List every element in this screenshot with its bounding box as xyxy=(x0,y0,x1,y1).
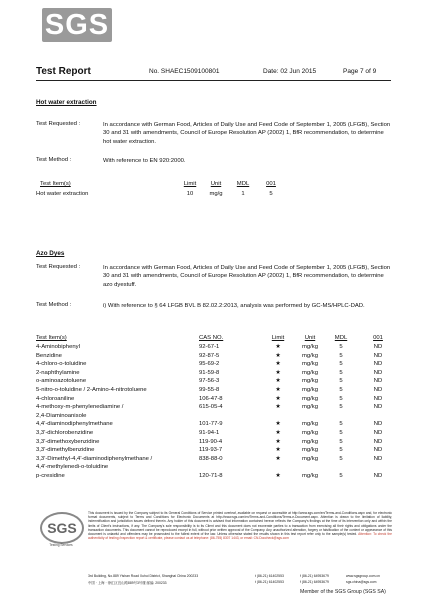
table-row: Hot water extraction xyxy=(36,191,89,197)
hw-col-limit: Limit xyxy=(183,181,197,187)
azo-method-label: Test Method : xyxy=(36,302,72,308)
table-cell-cas: 120-71-8 xyxy=(199,473,223,479)
table-cell: 1 xyxy=(241,191,245,197)
table-cell-result: ND xyxy=(373,455,383,462)
azo-col-mdl: MDL xyxy=(334,335,348,341)
table-cell-limit: ★ xyxy=(275,447,281,454)
table-cell-unit: mg/kg xyxy=(301,473,319,479)
table-cell-item: 3,3'-Dimethyl-4,4'-diaminodiphenylmethane / xyxy=(36,455,153,462)
table-cell-cas: 95-69-2 xyxy=(199,361,220,368)
table-cell-mdl: 5 xyxy=(339,404,343,411)
table-cell-result: ND xyxy=(373,352,383,359)
table-cell-mdl: 5 xyxy=(339,387,343,393)
table-cell-cas: 106-47-8 xyxy=(199,395,223,402)
table-cell-result: ND xyxy=(373,361,383,368)
hw-col-unit: Unit xyxy=(210,181,222,187)
hw-requested-label: Test Requested : xyxy=(36,121,81,127)
table-cell-limit: ★ xyxy=(275,455,281,462)
table-cell-result: ND xyxy=(373,421,383,428)
table-cell-item: p-cresidine xyxy=(36,473,65,479)
table-cell-mdl: 5 xyxy=(339,378,343,385)
azo-requested-label: Test Requested : xyxy=(36,264,81,270)
table-cell-cas: 101-77-9 xyxy=(199,421,223,428)
page-number: Page 7 of 9 xyxy=(343,68,377,75)
table-cell-item: Benzidine xyxy=(36,352,62,359)
table-cell-limit: ★ xyxy=(275,395,281,402)
table-cell-item: 4-Aminobiphenyl xyxy=(36,344,80,350)
table-cell-unit: mg/kg xyxy=(301,369,319,376)
table-cell-result: ND xyxy=(373,430,383,436)
hw-col-item: Test Item(s) xyxy=(40,181,71,187)
table-cell-cas: 838-88-0 xyxy=(199,455,223,462)
azo-col-limit: Limit xyxy=(271,335,285,341)
authenticity-notice: Attention: To check the authenticity of testing /inspection report & certificate, please contact us at telephone: (86-755) 8307 1443, or email: CN.Doccheck@sgs.com xyxy=(88,532,392,541)
table-cell-item: 2-naphthylamine xyxy=(36,369,80,376)
table-cell-result: ND xyxy=(373,404,383,411)
seal-subtitle: Testing Services xyxy=(49,543,73,547)
fax-cn: f (86-21) 64953679 xyxy=(300,580,329,584)
table-cell-mdl: 5 xyxy=(339,395,343,402)
table-cell-unit: mg/kg xyxy=(301,344,319,350)
fax-en: f (86-21) 64953679 xyxy=(300,574,329,578)
disclaimer-text: This document is issued by the Company subject to its General Conditions of Service printed overleaf, available on request or accessible at http://www.sgs.com/en/Terms-and-Conditions.aspx and, for electronic format documents, subject to Terms and Conditions for Electronic Documents at http://www.sgs.com/en/Terms-and-Conditions/Terms-e-Document.aspx. Attention is drawn to the limitation of liability, indemnification and jurisdiction issues defined therein. Any holder of this document is advised that information contained hereon reflects the Company's findings at the time of its intervention only and within the limits of Client's instructions, if any. The Company's sole responsibility is to its Client and this document does not exonerate parties to a transaction from exercising all their rights and obligations under the transaction documents. This document cannot be reproduced except in full, without prior written approval of the Company. Any unauthorized alteration, forgery or falsification of the content or appearance of this document is unlawful and offenders may be prosecuted to the fullest extent of the law. Unless otherwise stated the results shown in this test report refer only to the sample(s) tested. xyxy=(88,511,392,537)
table-cell: mg/g xyxy=(209,191,223,197)
table-cell-limit: ★ xyxy=(275,421,281,428)
hw-col-001: 001 xyxy=(266,181,276,187)
report-date: Date: 02 Jun 2015 xyxy=(263,68,317,75)
table-cell-unit: mg/kg xyxy=(301,421,319,428)
table-cell-mdl: 5 xyxy=(339,455,343,462)
table-cell-item-cont: 2,4-Diaminoanisole xyxy=(36,412,87,419)
tel-en: t (86-21) 61402553 xyxy=(255,574,284,578)
azo-col-item: Test Item(s) xyxy=(36,335,67,341)
table-cell-item-cont: 4,4'-methylenedi-o-toluidine xyxy=(36,464,109,471)
hw-col-mdl: MDL xyxy=(236,181,250,187)
page-title: Test Report xyxy=(36,66,91,77)
report-number: No. SHAEC1509100801 xyxy=(149,68,220,75)
table-cell-item: o-aminoazotoluene xyxy=(36,378,87,385)
header-rule xyxy=(36,80,391,81)
hw-requested-text: In accordance with German Food, Articles of Daily Use and Feed Code of September 1, 2005 (LFGB), Section 30 and 31 with amendments, Council of Europe Resolution AP (2002) 1, BfR recommendation, to determine hot water extraction. xyxy=(103,122,391,145)
website-link[interactable]: www.sgsgroup.com.cn xyxy=(346,574,380,578)
azo-col-cas: CAS NO. xyxy=(199,335,224,341)
hw-method-label: Test Method : xyxy=(36,157,72,163)
table-cell-limit: ★ xyxy=(275,352,281,359)
table-cell-limit: ★ xyxy=(275,438,281,445)
table-cell-result: ND xyxy=(373,473,383,479)
azo-heading: Azo Dyes xyxy=(36,250,65,257)
table-cell-limit: ★ xyxy=(275,430,281,436)
table-cell-cas: 119-90-4 xyxy=(199,438,223,445)
table-cell-limit: ★ xyxy=(275,361,281,368)
table-cell-item: 5-nitro-o-toluidine / 2-Amino-4-nitrotoluene xyxy=(36,387,147,393)
table-cell-result: ND xyxy=(373,378,383,385)
table-cell-unit: mg/kg xyxy=(301,361,319,368)
table-cell-cas: 119-93-7 xyxy=(199,447,223,454)
email-link[interactable]: sgs.china@sgs.com xyxy=(346,580,377,584)
azo-col-unit: Unit xyxy=(304,335,316,341)
table-cell-cas: 97-56-3 xyxy=(199,378,220,385)
table-cell-limit: ★ xyxy=(275,344,281,350)
table-cell-unit: mg/kg xyxy=(301,387,319,393)
table-cell: 5 xyxy=(269,191,273,197)
table-cell-mdl: 5 xyxy=(339,473,343,479)
table-cell-mdl: 5 xyxy=(339,352,343,359)
table-cell-result: ND xyxy=(373,369,383,376)
table-cell-cas: 92-87-5 xyxy=(199,352,220,359)
table-cell-cas: 91-94-1 xyxy=(199,430,220,436)
table-cell-result: ND xyxy=(373,344,383,350)
table-cell-item: 3,3'-dimethoxybenzidine xyxy=(36,438,100,445)
address-en: 3rd Building, No.889 Yishan Road Xuhui District, Shanghai China 200233 xyxy=(88,574,199,578)
table-cell-item: 4-chloroaniline xyxy=(36,395,75,402)
table-cell-limit: ★ xyxy=(275,378,281,385)
tel-cn: t (86-21) 61402553 xyxy=(255,580,284,584)
table-cell-cas: 92-67-1 xyxy=(199,344,220,350)
table-cell-item: 4-chloro-o-toluidine xyxy=(36,361,87,368)
sgs-seal xyxy=(36,512,86,554)
table-cell-unit: mg/kg xyxy=(301,455,319,462)
table-cell-result: ND xyxy=(373,395,383,402)
table-cell-mdl: 5 xyxy=(339,344,343,350)
table-cell-cas: 99-55-8 xyxy=(199,387,220,393)
table-cell-limit: ★ xyxy=(275,369,281,376)
table-cell-cas: 91-59-8 xyxy=(199,369,220,376)
hw-method-text: With reference to EN 920:2000. xyxy=(103,158,186,164)
table-cell-item: 4,4'-diaminodiphenylmethane xyxy=(36,421,113,428)
table-cell-unit: mg/kg xyxy=(301,430,319,436)
table-cell-unit: mg/kg xyxy=(301,395,319,402)
table-cell-unit: mg/kg xyxy=(301,438,319,445)
table-cell-mdl: 5 xyxy=(339,430,343,436)
azo-method-text: i) With reference to § 64 LFGB BVL B 82.02.2:2013, analysis was performed by GC-MS/HPLC-DAD. xyxy=(103,303,365,309)
legal-disclaimer xyxy=(88,511,392,540)
table-cell-mdl: 5 xyxy=(339,447,343,454)
table-cell-mdl: 5 xyxy=(339,361,343,368)
table-cell-unit: mg/kg xyxy=(301,447,319,454)
table-cell-result: ND xyxy=(373,387,383,393)
member-line: Member of the SGS Group (SGS SA) xyxy=(300,589,386,595)
table-cell-item: 4-methoxy-m-phenylenediamine / xyxy=(36,404,124,411)
table-cell-mdl: 5 xyxy=(339,369,343,376)
table-cell-cas: 615-05-4 xyxy=(199,404,223,411)
table-cell-unit: mg/kg xyxy=(301,404,319,411)
sgs-logo: SGS xyxy=(42,8,112,42)
azo-requested-text: In accordance with German Food, Articles of Daily Use and Feed Code of September 1, 2005 (LFGB), Section 30 and 31 with amendments, Council of Europe Resolution AP (2002) 1, BfR recommendation, to determine azo dyestuff. xyxy=(103,265,391,288)
address-cn: 中国 · 上海 · 徐汇区宜山路889号3号楼 邮编: 200233 xyxy=(88,581,167,585)
table-cell: 10 xyxy=(186,191,194,197)
table-cell-mdl: 5 xyxy=(339,438,343,445)
table-cell-result: ND xyxy=(373,438,383,445)
table-cell-limit: ★ xyxy=(275,473,281,479)
table-cell-result: ND xyxy=(373,447,383,454)
table-cell-limit: ★ xyxy=(275,404,281,411)
table-cell-mdl: 5 xyxy=(339,421,343,428)
hot-water-heading: Hot water extraction xyxy=(36,99,97,106)
table-cell-limit: ★ xyxy=(275,387,281,393)
seal-logo: SGS xyxy=(40,512,84,544)
azo-col-001: 001 xyxy=(373,335,383,341)
table-cell-unit: mg/kg xyxy=(301,352,319,359)
table-cell-item: 3,3'-dichlorobenzidine xyxy=(36,430,94,436)
table-cell-unit: mg/kg xyxy=(301,378,319,385)
table-cell-item: 3,3'-dimethylbenzidine xyxy=(36,447,95,454)
